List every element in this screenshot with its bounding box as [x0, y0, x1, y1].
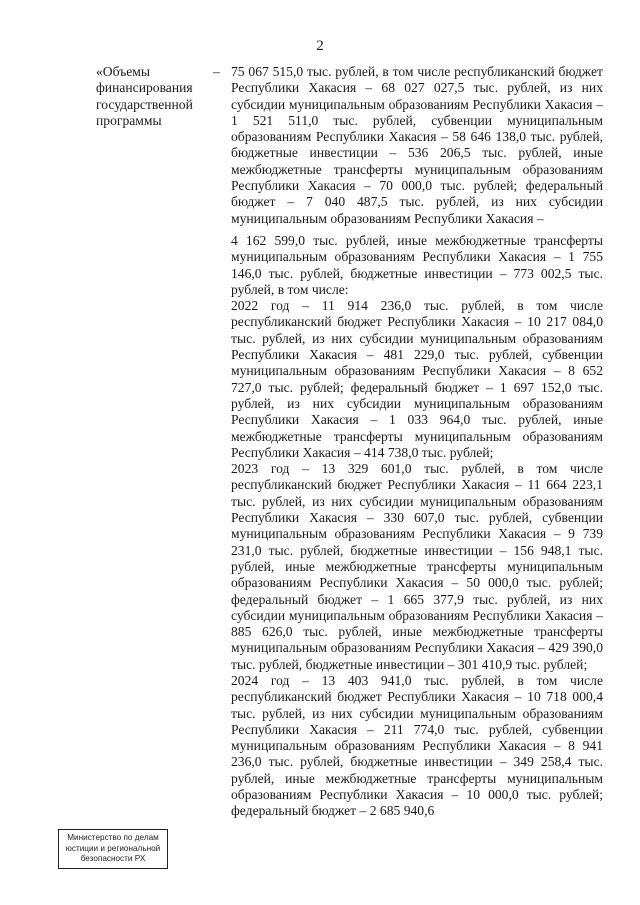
financing-text	[231, 64, 603, 820]
paragraph-2022: 2022 год – 11 914 236,0 тыс. рублей, в том числе республиканский бюджет Республики Хакасия – 10 217 084,0 тыс. рублей, из них субсидии муниципальным образованиям Республики Хакасия – 481 229,0 тыс. рублей, субвенции муниципальным образованиям Республики Хакасия – 8 652 727,0 тыс. рублей; федеральный бюджет – 1 697 152,0 тыс. рублей, из них субсидии муниципальным образованиям Республики Хакасия – 1 033 964,0 тыс. рублей, иные межбюджетные трансферты муниципальным образованиям Республики Хакасия – 414 738,0 тыс. рублей;	[231, 298, 603, 460]
paragraph-2024: 2024 год – 13 403 941,0 тыс. рублей, в том числе республиканский бюджет Республики Хакасия – 10 718 000,4 тыс. рублей, из них субсидии муниципальным образованиям Республики Хакасия – 211 774,0 тыс. рублей, субвенции муниципальным образованиям Республики Хакасия – 8 941 236,0 тыс. рублей, бюджетные инвестиции – 349 258,4 тыс. рублей, иные межбюджетные трансферты муниципальным образованиям Республики Хакасия – 10 000,0 тыс. рублей; федеральный бюджет – 2 685 940,6	[231, 672, 603, 819]
paragraph-federal: 4 162 599,0 тыс. рублей, иные межбюджетные трансферты муниципальным образованиям Республики Хакасия – 1 755 146,0 тыс. рублей, бюджетные инвестиции – 773 002,5 тыс. рублей, в том числе:	[231, 232, 603, 297]
paragraph-total: 75 067 515,0 тыс. рублей, в том числе республиканский бюджет Республики Хакасия – 68 027 027,5 тыс. рублей, из них субсидии муниципальным образованиям Республики Хакасия – 1 521 511,0 тыс. рублей, субвенции муниципальным образованиям Республики Хакасия – 58 646 138,0 тыс. рублей, бюджетные инвестиции – 536 206,5 тыс. рублей, иные межбюджетные трансферты муниципальным образованиям Республики Хакасия – 70 000,0 тыс. рублей; федеральный бюджет – 7 040 487,5 тыс. рублей, из них субсидии муниципальным образованиям Республики Хакасия –	[231, 64, 603, 226]
label-line: государственной	[96, 96, 193, 112]
stamp-line: юстиции и региональной	[65, 843, 161, 853]
ministry-stamp	[58, 829, 168, 869]
paragraph-2023: 2023 год – 13 329 601,0 тыс. рублей, в том числе республиканский бюджет Республики Хакасия – 11 664 223,1 тыс. рублей, из них субсидии муниципальным образованиям Республики Хакасия – 330 607,0 тыс. рублей, субвенции муниципальным образованиям Республики Хакасия – 9 739 231,0 тыс. рублей, бюджетные инвестиции – 156 948,1 тыс. рублей, иные межбюджетные трансферты муниципальным образованиям Республики Хакасия – 50 000,0 тыс. рублей; федеральный бюджет – 1 665 377,9 тыс. рублей, из них субсидии муниципальным образованиям Республики Хакасия – 885 626,0 тыс. рублей, иные межбюджетные трансферты муниципальным образованиям Республики Хакасия – 429 390,0 тыс. рублей, бюджетные инвестиции – 301 410,9 тыс. рублей;	[231, 461, 603, 672]
page-number: 2	[316, 38, 324, 54]
label-line: финансирования	[96, 80, 193, 96]
label-dash: –	[213, 64, 220, 79]
section-label	[96, 64, 206, 129]
stamp-line: безопасности РХ	[80, 854, 146, 863]
label-line: программы	[96, 112, 162, 128]
stamp-line: Министерство по делам	[67, 833, 159, 842]
label-line: «Объемы	[96, 64, 150, 79]
